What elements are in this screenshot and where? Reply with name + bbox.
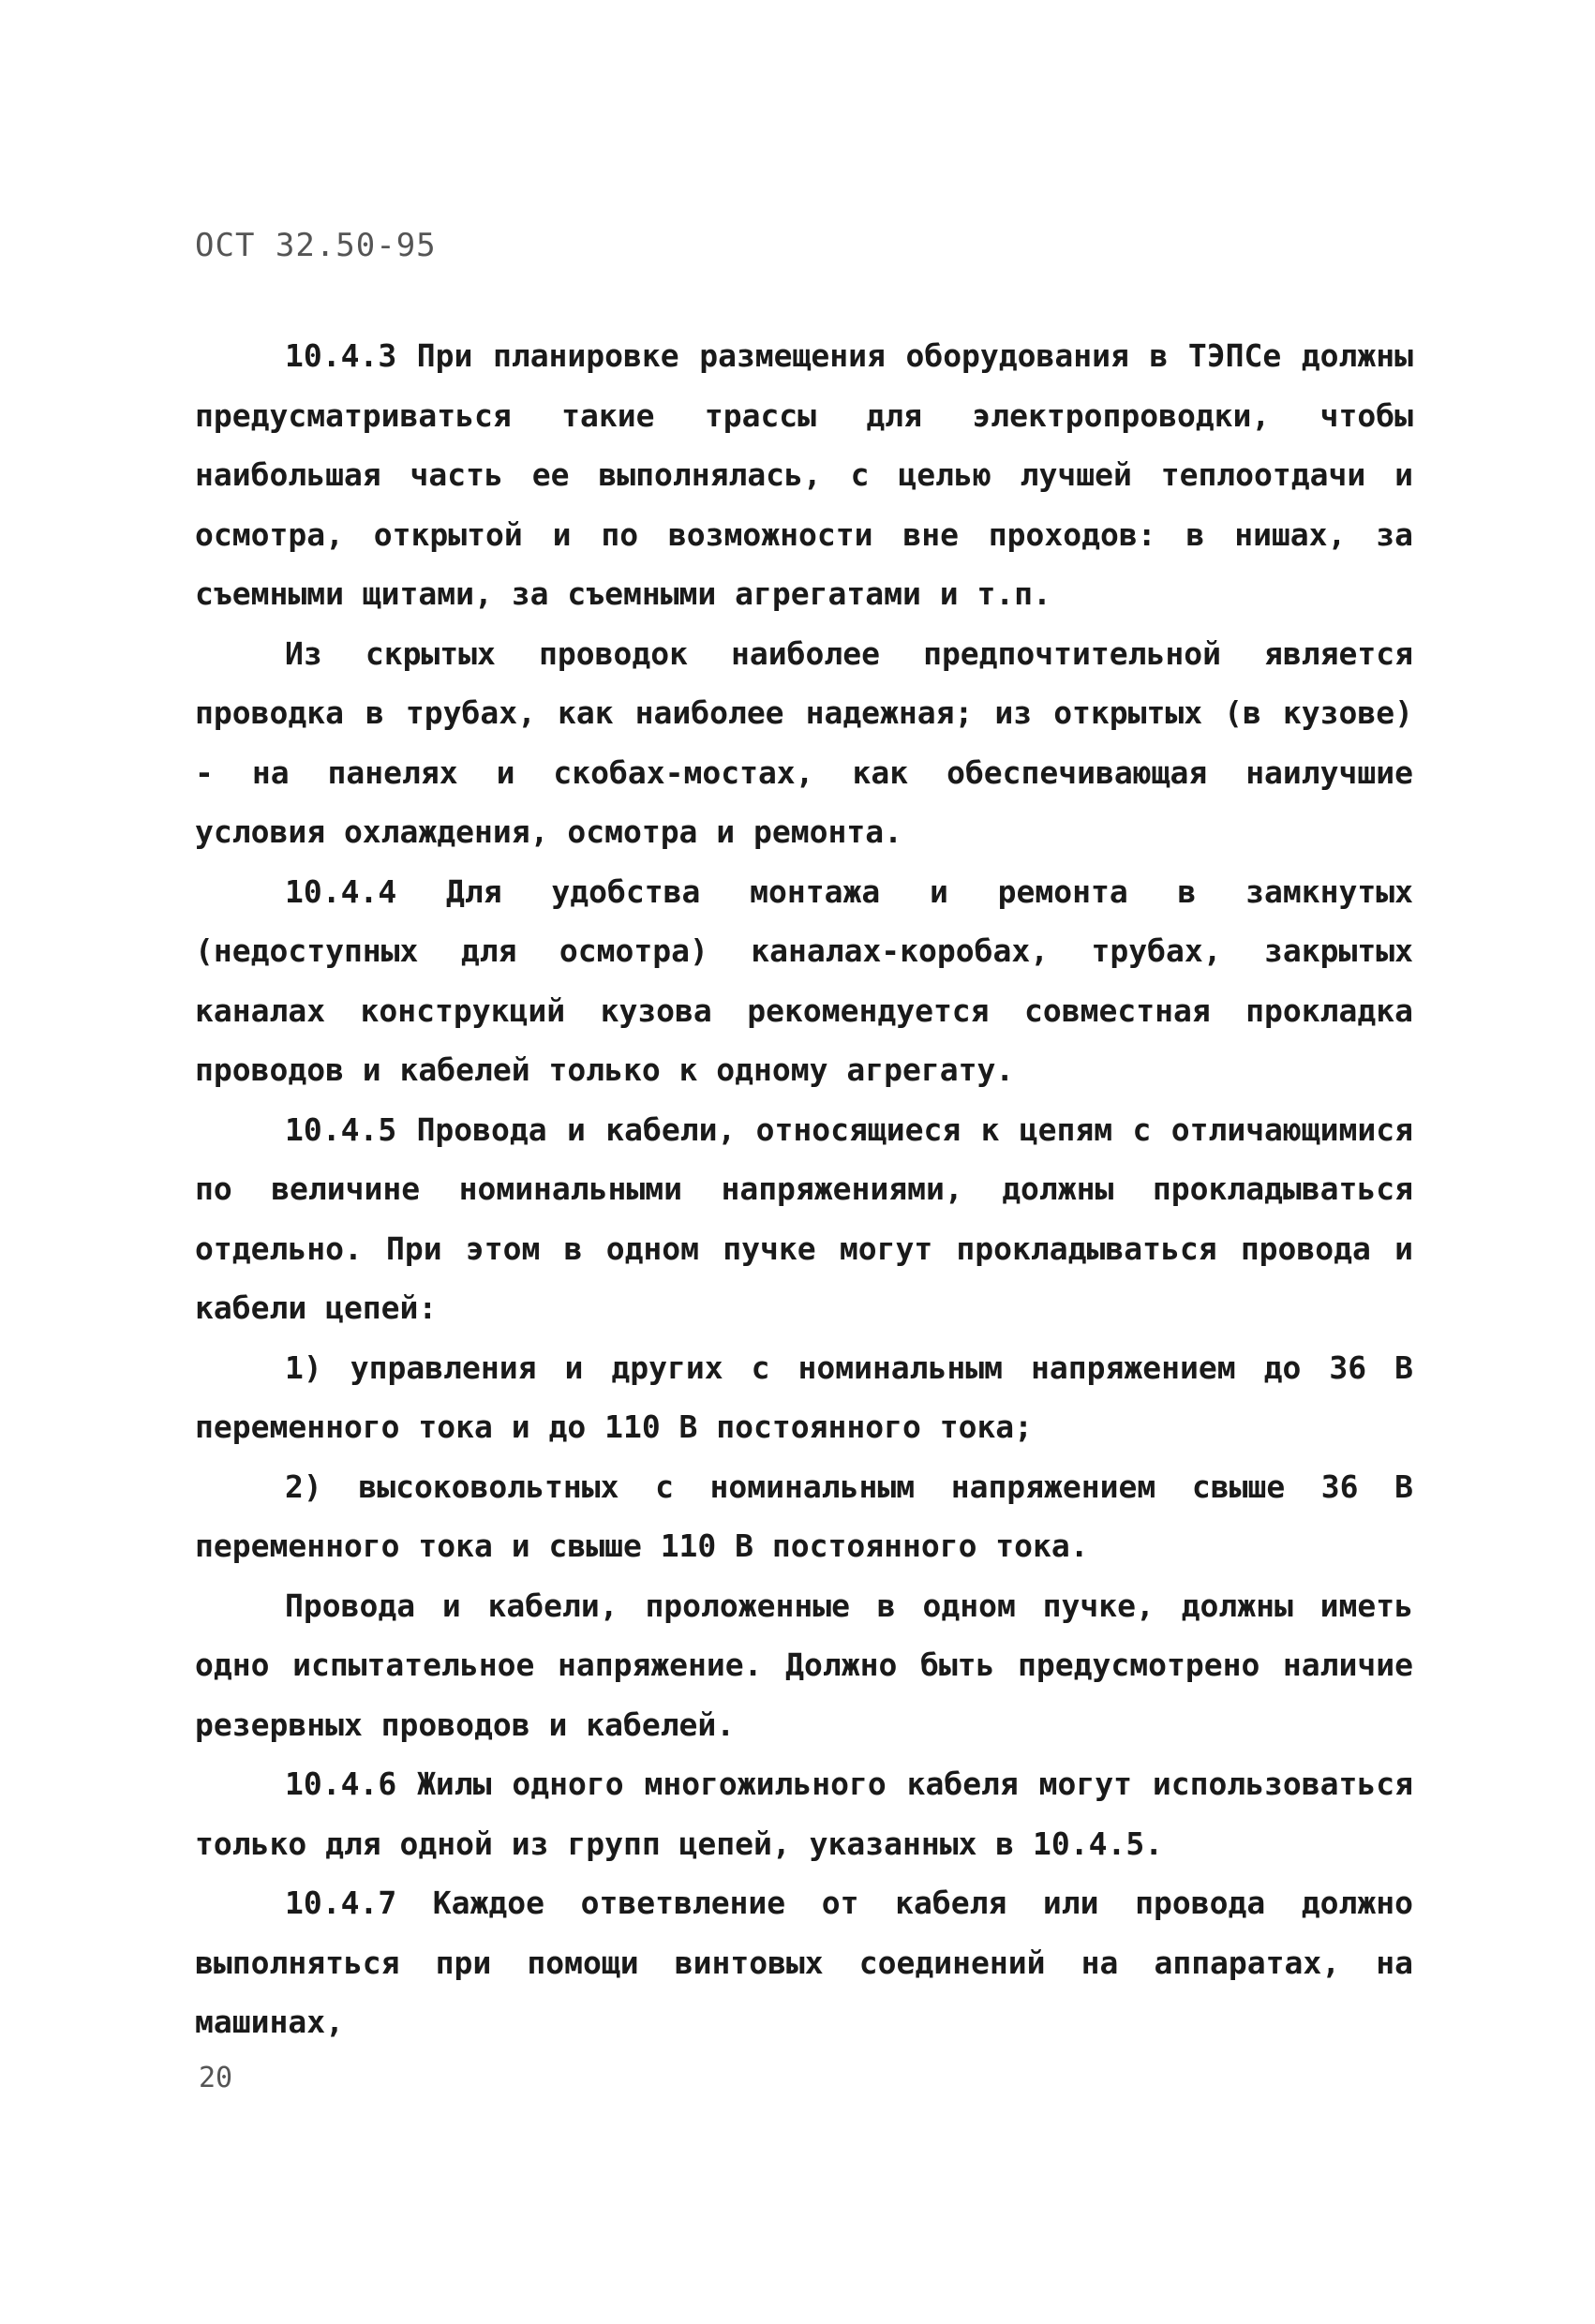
page-number: 20 (199, 2062, 233, 2094)
paragraph-10-4-3: 10.4.3 При планировке размещения оборудования в ТЭПСе должны предусматриваться такие трассы для электропроводки, чтобы наибольшая часть ее выполнялась, с целью лучшей теплоотдачи и осмотра, открытой и по возможности вне проходов: в нишах, за съемными щитами, за съемными агрегатами и т.п. (195, 337, 1413, 612)
list-item-1: 1) управления и других с номинальным напряжением до 36 В переменного тока и до 110 В постоянного тока; (195, 1348, 1413, 1445)
paragraph-10-4-5: 10.4.5 Провода и кабели, относящиеся к цепям с отличающимися по величине номинальными напряжениями, должны прокладываться отдельно. При этом в одном пучке могут прокладываться провода и кабели цепей: (195, 1110, 1413, 1326)
paragraph-test-voltage: Провода и кабели, проложенные в одном пучке, должны иметь одно испытательное напряжение. Должно быть предусмотрено наличие резервных проводов и кабелей. (195, 1587, 1413, 1743)
paragraph-hidden-wiring: Из скрытых проводок наиболее предпочтительной является проводка в трубах, как наиболее надежная; из открытых (в кузове) - на панелях и скобах-мостах, как обеспечивающая наилучшие условия охлаждения, осмотра и ремонта. (195, 634, 1413, 850)
document-header: ОСТ 32.50-95 (195, 227, 437, 264)
list-item-2: 2) высоковольтных с номинальным напряжением свыше 36 В переменного тока и свыше 110 В постоянного тока. (195, 1467, 1413, 1564)
paragraph-10-4-6: 10.4.6 Жилы одного многожильного кабеля могут использоваться только для одной из групп цепей, указанных в 10.4.5. (195, 1765, 1413, 1862)
paragraph-10-4-7: 10.4.7 Каждое ответвление от кабеля или провода должно выполняться при помощи винтовых соединений на аппаратах, на машинах, (195, 1885, 1413, 2040)
paragraph-10-4-4: 10.4.4 Для удобства монтажа и ремонта в замкнутых (недоступных для осмотра) каналах-коробах, трубах, закрытых каналах конструкций кузова рекомендуется совместная прокладка проводов и кабелей только к одному агрегату. (195, 872, 1413, 1088)
document-body (195, 326, 1413, 2052)
